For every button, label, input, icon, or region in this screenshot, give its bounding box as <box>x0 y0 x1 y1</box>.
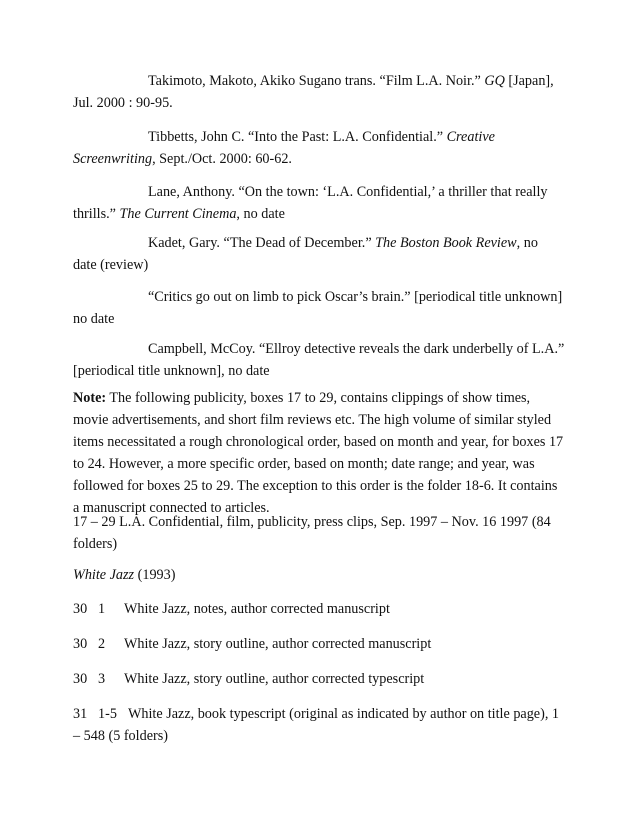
folder-number: 3 <box>98 671 106 687</box>
box-folder-entry <box>73 598 573 620</box>
box-range-line2: folders) <box>73 536 118 552</box>
citation-line1: Campbell, McCoy. “Ellroy detective reveals the dark underbelly of L.A.” <box>148 341 565 357</box>
citation-rest: , no date <box>236 206 285 222</box>
series-year: (1993) <box>134 567 176 583</box>
box-folder-entry <box>73 668 573 690</box>
citation-line2: [periodical title unknown], no date <box>73 363 270 379</box>
citation-line1: “Critics go out on limb to pick Oscar’s brain.” [periodical title unknown] <box>148 289 563 305</box>
note-line: a manuscript connected to articles. <box>73 500 270 516</box>
box-number: 30 <box>73 671 88 687</box>
folder-description: White Jazz, story outline, author corrected manuscript <box>124 636 432 652</box>
citation-takimoto <box>73 70 573 114</box>
note-line: movie advertisements, and short film reviews etc. The high volume of similar styled <box>73 412 552 428</box>
box-number: 30 <box>73 636 88 652</box>
citation-author: Tibbetts, John C. <box>148 129 245 145</box>
citation-title: “The Dead of December.” <box>223 235 372 251</box>
folder-number: 1 <box>98 601 106 617</box>
citation-line2: Jul. 2000 : 90-95. <box>73 95 173 111</box>
folder-number: 2 <box>98 636 106 652</box>
box-folder-entry <box>73 633 573 655</box>
citation-author: Kadet, Gary. <box>148 235 220 251</box>
citation-kadet <box>73 232 573 276</box>
citation-periodical: GQ <box>484 73 505 89</box>
folder-description: White Jazz, notes, author corrected manuscript <box>124 601 390 617</box>
note-line: followed for boxes 25 to 29. The exception to this order is the folder 18-6. It contains <box>73 478 558 494</box>
folder-description: White Jazz, book typescript (original as indicated by author on title page), 1 <box>128 706 560 722</box>
citation-title: “Film L.A. Noir.” <box>379 73 481 89</box>
citation-campbell <box>73 338 573 382</box>
citation-title-cont: thrills.” <box>73 206 116 222</box>
box-range-entry <box>73 511 573 555</box>
citation-line2: no date <box>73 311 115 327</box>
note-line: The following publicity, boxes 17 to 29, contains clippings of show times, <box>106 390 531 406</box>
note-paragraph <box>73 387 573 519</box>
citation-line2: date (review) <box>73 257 149 273</box>
citation-rest: , no <box>516 235 538 251</box>
box-folder-entry-multi <box>73 703 573 747</box>
series-title: White Jazz <box>73 567 135 583</box>
series-heading <box>73 564 573 586</box>
folder-description-cont: – 548 (5 folders) <box>73 728 168 744</box>
note-line: items necessitated a rough chronological order, based on month and year, for boxes 17 <box>73 434 564 450</box>
citation-title: “Into the Past: L.A. Confidential.” <box>248 129 444 145</box>
folder-number: 1-5 <box>98 706 117 722</box>
folder-description: White Jazz, story outline, author corrected typescript <box>124 671 425 687</box>
note-line: to 24. However, a more specific order, based on month; date range; and year, was <box>73 456 535 472</box>
box-range-line1: 17 – 29 L.A. Confidential, film, publicity, press clips, Sep. 1997 – Nov. 16 1997 (84 <box>73 514 551 530</box>
citation-periodical: Creative <box>446 129 495 145</box>
box-number: 30 <box>73 601 88 617</box>
citation-rest: [Japan], <box>508 73 554 89</box>
citation-periodical: The Boston Book Review <box>375 235 517 251</box>
citation-title: “On the town: ‘L.A. Confidential,’ a thriller that really <box>238 184 548 200</box>
citation-rest: , Sept./Oct. 2000: 60-62. <box>152 151 292 167</box>
citation-tibbetts <box>73 126 573 170</box>
note-label: Note: <box>73 390 107 406</box>
citation-lane <box>73 181 573 225</box>
citation-periodical: The Current Cinema <box>119 206 237 222</box>
citation-author: Lane, Anthony. <box>148 184 235 200</box>
citation-periodical-cont: Screenwriting <box>73 151 153 167</box>
citation-critics <box>73 286 573 330</box>
citation-author: Takimoto, Makoto, Akiko Sugano trans. <box>148 73 376 89</box>
box-number: 31 <box>73 706 88 722</box>
